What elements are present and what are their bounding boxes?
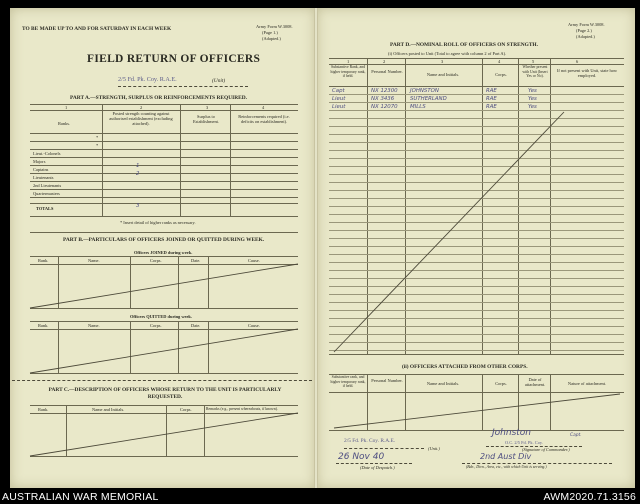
serving-location: 2nd Aust Div xyxy=(480,452,532,461)
rank-captains: Captains xyxy=(33,167,49,172)
totals-value: 3 xyxy=(136,203,140,209)
part-b-heading: PART B.—PARTICULARS OF OFFICERS JOINED OR QUITTED DURING WEEK. xyxy=(63,237,265,243)
joined-col-name: Name. xyxy=(88,258,100,263)
quitted-col-corps: Corps. xyxy=(150,323,162,328)
part-a-col-ranks: Ranks. xyxy=(58,121,71,126)
commander-signature: Johnston xyxy=(492,428,531,438)
part-d-col-num-3: 3 xyxy=(441,59,444,64)
form-number-left: Army Form W.3008. xyxy=(256,24,293,29)
officer-1-rank: Capt xyxy=(332,88,345,94)
part-c-col-remarks: Remarks (e.g., present whereabouts, if known). xyxy=(206,407,278,411)
quitted-col-name: Name. xyxy=(88,323,100,328)
attached-heading: (ii) OFFICERS ATTACHED FROM OTHER CORPS. xyxy=(402,364,528,370)
part-d-col-num-1: 1 xyxy=(347,59,350,64)
attached-col-number: Personal Number. xyxy=(371,378,403,383)
unit-stamp-left: 2/5 Fd. Pk. Coy. R.A.E. xyxy=(118,76,177,83)
part-d-col-rank: Substantive Rank, and higher temporary rank, if held. xyxy=(330,65,366,79)
unit-label-right: (Unit.) xyxy=(428,446,440,451)
part-d-col-corps: Corps. xyxy=(495,72,507,77)
officer-2-corps: RAE xyxy=(486,96,497,102)
joined-label: Officers JOINED during week. xyxy=(134,250,193,255)
part-d-col-number: Personal Number. xyxy=(371,69,403,74)
officer-1-number: NX 12300 xyxy=(371,88,398,94)
part-a-col-num-4: 4 xyxy=(262,105,265,110)
part-c-col-name: Name and Initials. xyxy=(92,407,125,412)
rank-lt-colonels: Lieut.-Colonels xyxy=(33,151,61,156)
captains-posted: 1 xyxy=(136,163,140,169)
part-a-col-surplus: Surplus to Establishment. xyxy=(193,114,219,124)
part-a-col-posted: Posted strength counting against authorised establishment (excluding attached). xyxy=(109,111,173,126)
officer-3-rank: Lieut xyxy=(332,104,346,110)
officer-3-name: MILLS xyxy=(410,104,426,110)
ruled-line xyxy=(329,94,624,95)
page-title: FIELD RETURN OF OFFICERS xyxy=(87,53,261,65)
joined-col-cause: Cause. xyxy=(248,258,260,263)
signature-label: (Signature of Commander.) xyxy=(522,447,570,452)
part-a-col-reinforcements: Reinforcements required (i.e. deficits on establishment). xyxy=(238,114,290,124)
attached-col-date: Date of attachment. xyxy=(524,377,546,387)
caption-accession: AWM2020.71.3156 xyxy=(543,491,636,503)
officer-3-number: NX 12070 xyxy=(371,104,398,110)
part-a-col-num-1: 1 xyxy=(65,105,68,110)
rank-2nd-lieutenants: 2nd Lieutenants xyxy=(33,183,62,188)
officer-2-rank: Lieut xyxy=(332,96,346,102)
part-a-heading: PART A.—STRENGTH, SURPLUS OR REINFORCEMENTS REQUIRED. xyxy=(70,95,247,101)
part-d-subheading: (i) Officers posted to Unit (Total to agree with column 2 of Part A). xyxy=(388,51,507,56)
part-c-col-corps: Corps. xyxy=(180,407,192,412)
top-note: TO BE MADE UP TO AND FOR SATURDAY IN EACH WEEK xyxy=(22,26,172,32)
joined-col-date: Date. xyxy=(191,258,201,263)
rank-majors: Majors xyxy=(33,159,46,164)
adapted-label-right: (Adapted.) xyxy=(576,34,595,39)
despatch-date: 26 Nov 40 xyxy=(338,452,385,462)
part-d-col-present: Whether present with Unit (Insert Yes or No). xyxy=(522,65,548,79)
ruled-line xyxy=(329,102,624,103)
officer-2-number: NX 3436 xyxy=(371,96,395,102)
signature-rank: Capt. xyxy=(570,433,582,438)
part-d-heading: PART D.—NOMINAL ROLL OF OFFICERS ON STRENGTH. xyxy=(390,42,538,48)
page-label-right: (Page 2.) xyxy=(576,28,592,33)
caption-institution: AUSTRALIAN WAR MEMORIAL xyxy=(2,491,159,503)
lieutenants-posted: 2 xyxy=(136,171,140,177)
part-d-col-num-5: 5 xyxy=(532,59,535,64)
unit-label-left: (Unit) xyxy=(212,78,226,84)
page-fold xyxy=(314,8,318,488)
adapted-label-left: (Adapted.) xyxy=(262,36,281,41)
part-d-col-num-2: 2 xyxy=(383,59,386,64)
officer-1-corps: RAE xyxy=(486,88,497,94)
attached-col-corps: Corps. xyxy=(495,381,507,386)
part-d-col-employed: If not present with Unit, state how employed. xyxy=(556,68,618,78)
joined-col-rank: Rank. xyxy=(38,258,49,263)
form-number-right: Army Form W.3008. xyxy=(568,22,605,27)
officer-1-name: JOHNSTON xyxy=(410,88,439,94)
officer-3-corps: RAE xyxy=(486,104,497,110)
rank-quartermasters: Quartermasters xyxy=(33,191,60,196)
part-a-note: * Insert detail of higher ranks as necessary. xyxy=(120,220,196,225)
part-d-col-name: Name and Initials. xyxy=(426,72,460,77)
despatch-date-label: (Date of Despatch.) xyxy=(360,465,395,470)
quitted-col-cause: Cause. xyxy=(248,323,260,328)
part-d-col-num-4: 4 xyxy=(498,59,501,64)
officer-1-present: Yes xyxy=(528,88,537,94)
attached-col-nature: Nature of attachment. xyxy=(567,381,607,386)
quitted-col-date: Date. xyxy=(191,323,201,328)
ruled-line xyxy=(329,110,624,111)
officer-2-name: SUTHERLAND xyxy=(410,96,447,102)
part-c-col-rank: Rank. xyxy=(38,407,49,412)
officer-2-present: Yes xyxy=(528,96,537,102)
part-d-col-num-6: 6 xyxy=(576,59,579,64)
page-label-left: (Page 1.) xyxy=(262,30,278,35)
part-a-col-num-3: 3 xyxy=(206,105,209,110)
totals-label: TOTALS xyxy=(36,206,54,211)
serving-location-label: (Bde., Divn., Area, etc., with which Unit is serving.) xyxy=(466,465,547,469)
attached-col-name: Name and Initials. xyxy=(426,381,460,386)
unit-stamp-right: 2/5 Fd. Pk. Coy. R.A.E. xyxy=(344,438,396,444)
part-c-heading: PART C.—DESCRIPTION OF OFFICERS WHOSE RETURN TO THE UNIT IS PARTICULARLY REQUESTED. xyxy=(48,387,282,400)
quitted-label: Officers QUITTED during week. xyxy=(130,314,192,319)
officer-3-present: Yes xyxy=(528,104,537,110)
quitted-col-rank: Rank. xyxy=(38,323,49,328)
oc-stamp: O.C. 2/5 Fd. Pk. Coy. xyxy=(505,440,543,445)
joined-col-corps: Corps. xyxy=(150,258,162,263)
part-a-col-num-2: 2 xyxy=(140,105,143,110)
attached-col-rank: Substantive rank, and higher temporary rank, if held. xyxy=(330,375,366,389)
rank-lieutenants: Lieutenants xyxy=(33,175,54,180)
